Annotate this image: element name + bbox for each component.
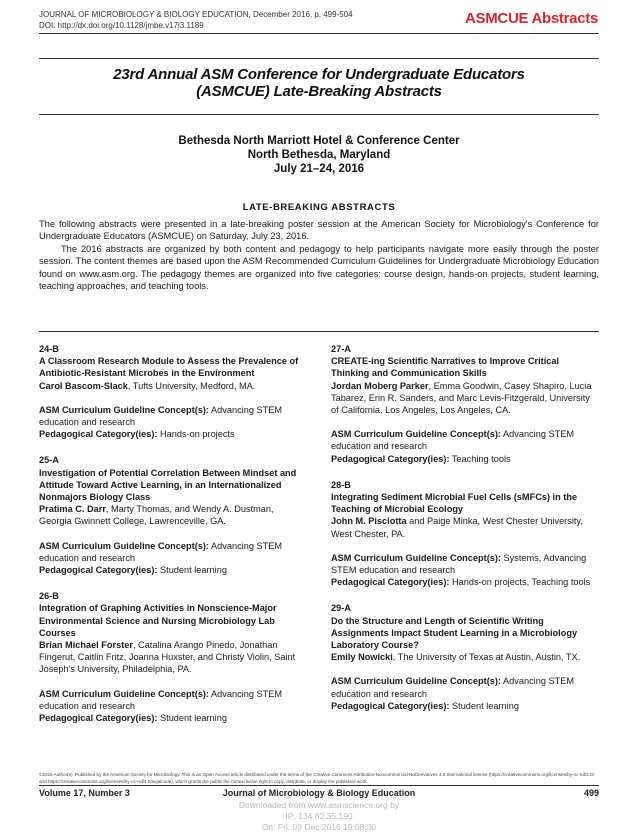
lead-author: Brian Michael Forster xyxy=(39,640,133,651)
author-affiliation: and Paige Minka, West Chester University, West Chester, PA. xyxy=(331,516,583,539)
abstract-title: Do the Structure and Length of Scientific Writing Assignments Impact Student Learning in a Microbiology Laboratory Course? xyxy=(331,615,578,651)
title-line-2: (ASMCUE) Late-Breaking Abstracts xyxy=(196,83,442,100)
category-label: Pedagogical Category(ies): xyxy=(39,565,158,576)
article-title xyxy=(39,66,599,100)
abstract-id: 24-B xyxy=(39,344,59,354)
abstract-category xyxy=(39,564,307,576)
abstract-title: A Classroom Research Module to Assess the Prevalence of Antibiotic-Resistant Microbes in the Environment xyxy=(39,356,299,379)
abstract-id: 27-A xyxy=(331,344,351,354)
abstract-item xyxy=(39,343,307,440)
abstract-category xyxy=(39,428,307,440)
abstract-id: 28-B xyxy=(331,479,351,490)
venue-dates: July 21–24, 2016 xyxy=(273,163,365,175)
abstract-concept xyxy=(331,552,599,576)
author-affiliation: , Tufts University, Medford, MA. xyxy=(127,380,256,391)
venue-hotel: Bethesda North Marriott Hotel & Conference Center xyxy=(178,135,460,147)
category-value: Hands-on projects, Teaching tools xyxy=(452,577,591,588)
download-watermark xyxy=(0,800,638,833)
category-value: Student learning xyxy=(452,700,519,711)
section-badge: ASMCUE Abstracts xyxy=(464,10,598,27)
abstract-title: CREATE-ing Scientific Narratives to Improve Critical Thinking and Communication Skills xyxy=(331,356,560,379)
abstract-item xyxy=(331,479,599,589)
concept-label: ASM Curriculum Guideline Concept(s): xyxy=(39,404,209,415)
watermark-line-3: On: Fri, 09 Dec 2016 19:08:30 xyxy=(261,822,377,832)
lead-author: Emily Nowicki xyxy=(331,652,393,663)
abstract-authors xyxy=(331,515,599,539)
running-header xyxy=(39,9,419,31)
category-label: Pedagogical Category(ies): xyxy=(331,453,450,464)
abstract-item xyxy=(331,602,599,712)
abstract-concept xyxy=(39,688,307,712)
abstract-item xyxy=(331,343,599,465)
lead-author: John M. Pisciotta xyxy=(331,516,407,527)
abstract-authors xyxy=(331,380,599,417)
abstract-title: Integrating Sediment Microbial Fuel Cells (sMFCs) in the Teaching of Microbial Ecology xyxy=(331,492,578,515)
watermark-line-2: IP: 134.82.35.190 xyxy=(285,811,353,821)
category-label: Pedagogical Category(ies): xyxy=(39,429,158,440)
abstract-concept xyxy=(39,540,307,564)
author-affiliation: , Emma Goodwin, Casey Shapiro, Lucia Tabarez, Erin R. Sanders, and Marc Levis-Fitzgerald, University of California, Los Angeles, Los Angeles, CA. xyxy=(331,380,592,416)
journal-citation: JOURNAL OF MICROBIOLOGY & BIOLOGY EDUCATION, December 2016, p. 499-504 xyxy=(39,10,353,19)
venue-city: North Bethesda, Maryland xyxy=(247,149,391,161)
abstract-concept xyxy=(331,675,599,699)
watermark-line-1: Downloaded from www.asmscience.org by xyxy=(238,800,400,810)
intro-paragraph-2: The 2016 abstracts are organized by both content and pedagogy to help participants navigate more easily through the poster session. The content themes are based upon the ASM Recommended Curriculum Guidelines for Undergraduate Microbiology Education found on www.asm.org. The pedagogy themes are organized into five categories: course design, hands-on projects, student learning, teaching approaches, and teaching tools. xyxy=(39,243,600,292)
author-affiliation: , Marty Thomas, and Wendy A. Dustman, Georgia Gwinnett College, Lawrenceville, GA. xyxy=(39,504,274,527)
lead-author: Carol Bascom-Slack xyxy=(39,380,128,391)
abstract-category xyxy=(39,712,307,724)
venue-block xyxy=(39,134,599,176)
abstract-category xyxy=(331,576,599,588)
abstract-item xyxy=(39,590,307,724)
columns-top-rule xyxy=(39,331,599,332)
abstract-authors xyxy=(331,651,599,663)
abstract-authors xyxy=(39,380,307,392)
abstract-title: Integration of Graphing Activities in Nonscience-Major Environmental Science and Nursing Microbiology Lab Courses xyxy=(39,603,277,638)
abstract-concept xyxy=(39,404,307,428)
abstract-id: 25-A xyxy=(39,455,59,466)
concept-label: ASM Curriculum Guideline Concept(s): xyxy=(39,688,209,699)
license-notice: ©2016 Author(s). Published by the American Society for Microbiology. This is an Open Access article distributed under the terms of the Creative Commons Attribution-Noncommercial-NoDerivatives 4.0 International license (https://creativecommons.org/licenses/by-nc-nd/4.0/ and https://creativecommons.org/licenses/by-nc-nd/4.0/legalcode), which grants the public the nonexclusive right to copy, distribute, or display the published work. xyxy=(39,772,594,784)
abstract-category xyxy=(331,453,599,465)
abstract-id: 29-A xyxy=(331,603,351,614)
category-label: Pedagogical Category(ies): xyxy=(331,577,450,588)
abstract-id: 26-B xyxy=(39,591,59,602)
lead-author: Pratima C. Darr xyxy=(39,504,106,515)
concept-label: ASM Curriculum Guideline Concept(s): xyxy=(331,552,501,563)
category-label: Pedagogical Category(ies): xyxy=(331,700,450,711)
abstract-category xyxy=(331,700,599,712)
footer-volume: Volume 17, Number 3 xyxy=(39,788,130,798)
concept-label: ASM Curriculum Guideline Concept(s): xyxy=(331,429,501,440)
category-value: Hands-on projects xyxy=(160,429,235,440)
abstracts-column-left xyxy=(39,343,307,738)
concept-label: ASM Curriculum Guideline Concept(s): xyxy=(331,676,501,687)
abstract-item xyxy=(39,454,307,576)
title-line-1: 23rd Annual ASM Conference for Undergraduate Educators xyxy=(113,66,525,83)
page-number: 499 xyxy=(583,788,599,798)
lead-author: Jordan Moberg Parker xyxy=(331,380,429,391)
abstract-authors xyxy=(39,503,307,527)
author-affiliation: , Catalina Arango Pinedo, Jonathan Fingerut, Caitlin Fritz, Joanna Huxster, and Christy Violin, Saint Joseph's University, Philadelphia, PA. xyxy=(39,640,296,675)
section-heading: LATE-BREAKING ABSTRACTS xyxy=(242,202,396,213)
abstract-authors xyxy=(39,639,307,676)
concept-value: Advancing STEM education and research xyxy=(331,676,575,699)
abstracts-column-right xyxy=(331,343,599,726)
concept-value: Systems, Advancing STEM education and research xyxy=(331,552,587,576)
concept-value: Advancing STEM education and research xyxy=(331,429,575,452)
category-value: Teaching tools xyxy=(451,453,511,464)
author-affiliation: , The University of Texas at Austin, Austin, TX. xyxy=(392,652,581,663)
header-rule xyxy=(39,33,599,34)
doi-link[interactable]: DOI: http://dx.doi.org/10.1128/jmbe.v17i3.1189 xyxy=(39,21,204,30)
footer-journal: Journal of Microbiology & Biology Education xyxy=(222,788,416,798)
title-top-rule xyxy=(39,58,599,59)
introduction xyxy=(39,218,599,292)
concept-value: Advancing STEM education and research xyxy=(39,688,283,711)
category-value: Student learning xyxy=(160,565,227,576)
concept-value: Advancing STEM education and research xyxy=(39,404,283,428)
category-value: Student learning xyxy=(160,713,227,724)
abstract-concept xyxy=(331,428,599,452)
abstract-title: Investigation of Potential Correlation Between Mindset and Attitude Toward Active Learning, in an Internationalized Nonmajors Biology Class xyxy=(39,467,297,503)
concept-label: ASM Curriculum Guideline Concept(s): xyxy=(39,540,209,551)
category-label: Pedagogical Category(ies): xyxy=(39,713,158,724)
title-bottom-rule xyxy=(39,114,599,115)
concept-value: Advancing STEM education and research xyxy=(39,540,283,563)
footer-rule xyxy=(39,785,599,786)
intro-paragraph-1: The following abstracts were presented in a late-breaking poster session at the American Society for Microbiology's Conference for Undergraduate Educators (ASMCUE) on Saturday, July 23, 2016. xyxy=(39,219,599,242)
